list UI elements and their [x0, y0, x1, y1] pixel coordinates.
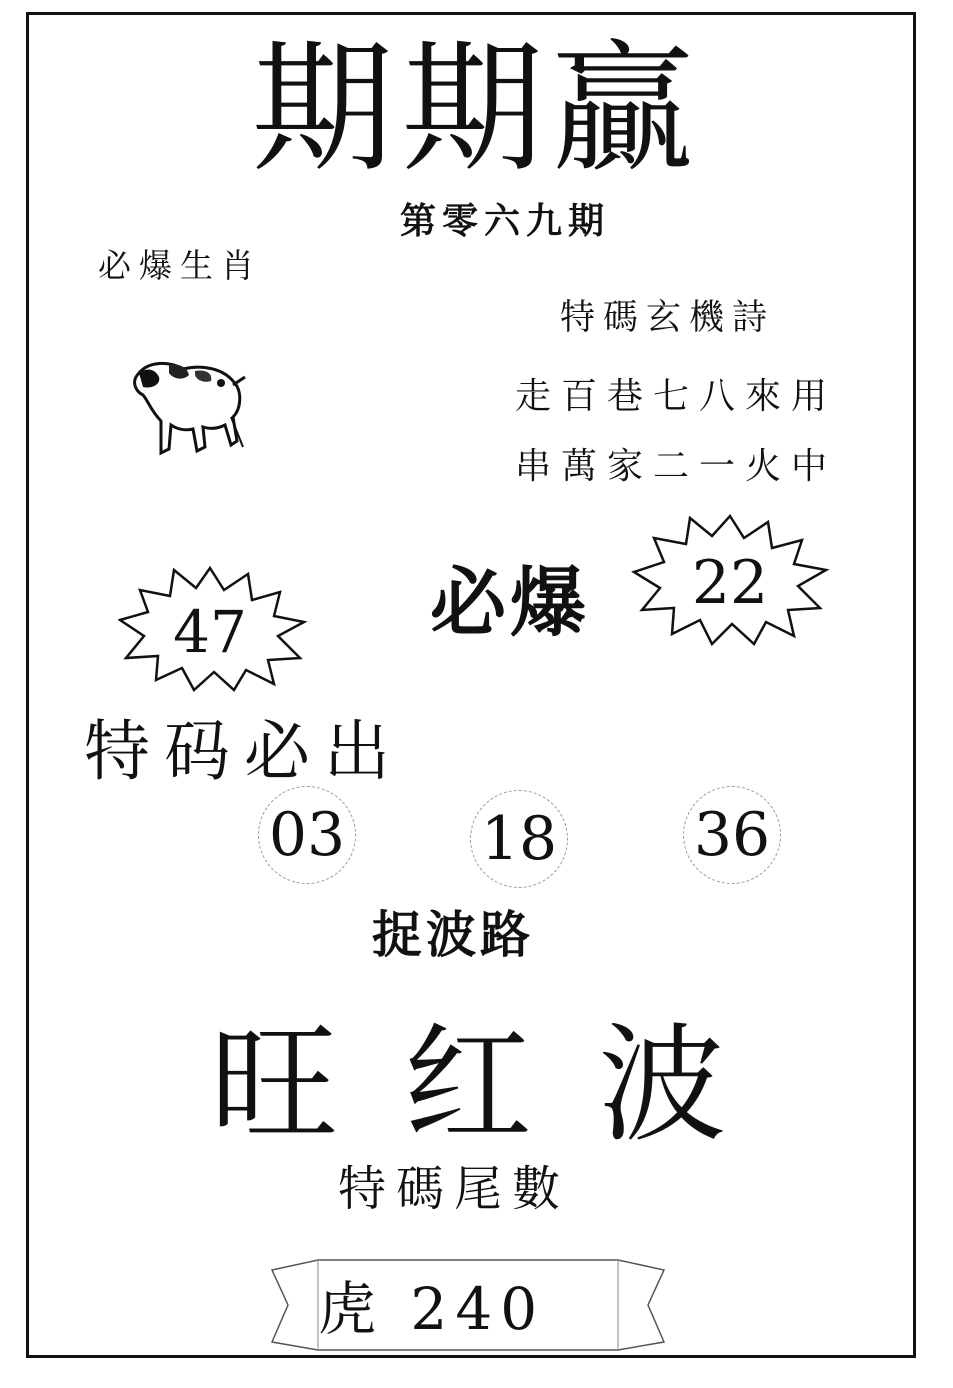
wave-char: 红 — [404, 1011, 533, 1160]
tail-value: 虎 240 — [318, 1275, 546, 1343]
poem-title: 特碼玄機詩 — [560, 298, 776, 338]
special-label: 特码必出 — [84, 713, 404, 790]
starburst-badge-left — [118, 562, 308, 698]
zodiac-label: 必爆生肖 — [98, 246, 262, 285]
left-badge-number: 47 — [173, 598, 247, 666]
wave-result — [210, 982, 792, 1166]
must-explode-number: 22 — [691, 548, 769, 618]
starburst-badge-right — [630, 508, 830, 652]
wave-label: 捉波路 — [372, 906, 534, 964]
wave-char: 波 — [598, 1011, 727, 1160]
issue-number: 第零六九期 — [400, 200, 611, 242]
wave-char: 旺 — [210, 1011, 339, 1160]
goat-icon — [125, 355, 255, 469]
number-ball: 03 — [258, 786, 356, 884]
must-explode-label: 必爆 — [430, 558, 590, 647]
poem-line-1: 走百巷七八來用 — [515, 376, 838, 417]
page-title: 期期贏 — [251, 27, 702, 192]
tail-label: 特碼尾數 — [338, 1161, 571, 1217]
number-ball: 36 — [683, 786, 781, 884]
number-ball: 18 — [470, 790, 568, 888]
poem-line-2: 串萬家二一火中 — [515, 446, 838, 487]
